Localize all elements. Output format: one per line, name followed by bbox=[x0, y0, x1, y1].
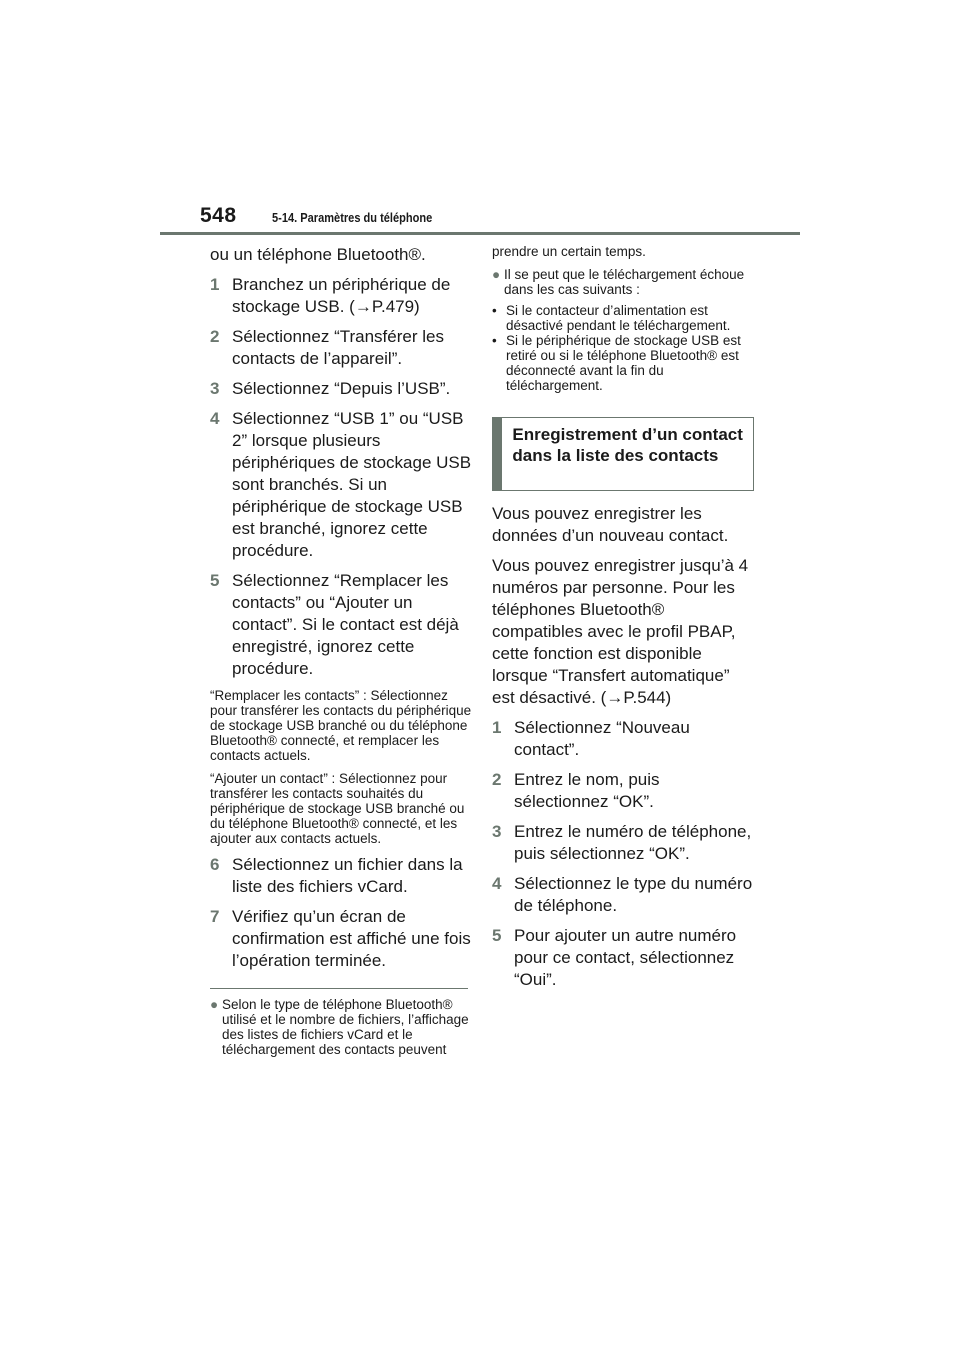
header-rule bbox=[160, 232, 800, 235]
step-item bbox=[210, 906, 472, 972]
note-divider bbox=[210, 988, 468, 989]
step-text: Sélectionnez “Depuis l’USB”. bbox=[232, 379, 451, 398]
note-add-contact: “Ajouter un contact” : Sélectionnez pour transférer les contacts souhaités du périphérique de stockage USB branché ou du téléphone Bluetooth® connecté, et les ajouter aux contacts actuels. bbox=[210, 771, 465, 846]
right-steps bbox=[492, 717, 754, 991]
left-steps bbox=[210, 274, 472, 680]
bullet-dot-icon: ● bbox=[492, 267, 501, 282]
step-number: 6 bbox=[210, 855, 220, 874]
step-text: Pour ajouter un autre numéro pour ce contact, sélectionnez “Oui”. bbox=[514, 926, 737, 989]
step-text: Sélectionnez “Remplacer les contacts” ou “Ajouter un contact”. Si le contact est déjà enregistré, ignorez cette procédure. bbox=[232, 571, 459, 678]
right-column bbox=[492, 244, 754, 999]
step-number: 2 bbox=[492, 770, 502, 789]
page-number: 548 bbox=[200, 204, 237, 227]
step-text: Sélectionnez “Nouveau contact”. bbox=[514, 718, 690, 759]
section-heading-box bbox=[492, 417, 754, 491]
step-item bbox=[492, 873, 754, 917]
list-item: • Si le périphérique de stockage USB est retiré ou si le téléphone Bluetooth® est déconnecté avant la fin du téléchargement. bbox=[492, 333, 741, 393]
bullet-note bbox=[210, 997, 472, 1057]
step-item bbox=[210, 570, 472, 680]
section-title: 5-14. Paramètres du téléphone bbox=[272, 210, 433, 225]
step-number: 1 bbox=[492, 718, 502, 737]
step-text: Vérifiez qu’un écran de confirmation est affiché une fois l’opération terminée. bbox=[232, 907, 471, 970]
step-number: 5 bbox=[492, 926, 502, 945]
step-text: Sélectionnez “USB 1” ou “USB 2” lorsque plusieurs périphériques de stockage USB sont branchés. Si un périphérique de stockage USB est branché, ignorez cette procédure. bbox=[232, 409, 472, 560]
step-item bbox=[492, 821, 754, 865]
list-item: • Si le contacteur d’alimentation est désactivé pendant le téléchargement. bbox=[492, 303, 731, 333]
step-item bbox=[492, 717, 754, 761]
left-steps-continued bbox=[210, 854, 472, 972]
bullet-note-text: Selon le type de téléphone Bluetooth® utilisé et le nombre de fichiers, l’affichage des listes de fichiers vCard et le téléchargement des contacts peuvent bbox=[222, 997, 469, 1057]
step-item bbox=[492, 925, 754, 991]
step-number: 5 bbox=[210, 571, 220, 590]
left-column bbox=[210, 244, 472, 1063]
step-text: Sélectionnez “Transférer les contacts de l’appareil”. bbox=[232, 327, 444, 368]
step-item bbox=[210, 378, 472, 400]
step-number: 1 bbox=[210, 275, 220, 294]
note-replace-contacts: “Remplacer les contacts” : Sélectionnez pour transférer les contacts du périphérique de stockage USB branché ou du téléphone Bluetooth® connecté, et remplacer les contacts actuels. bbox=[210, 688, 472, 763]
section-heading: Enregistrement d’un contact dans la liste des contacts bbox=[512, 425, 743, 465]
paragraph-numbers: Vous pouvez enregistrer jusqu’à 4 numéros par personne. Pour les téléphones Bluetooth® compatibles avec le profil PBAP, cette fonction est disponible lorsque “Transfert automatique” est désactivé. (→P.544) bbox=[492, 556, 749, 707]
step-item bbox=[210, 274, 472, 318]
step-text: Entrez le nom, puis sélectionnez “OK”. bbox=[514, 770, 660, 811]
step-number: 3 bbox=[210, 379, 220, 398]
step-number: 4 bbox=[210, 409, 220, 428]
step-number: 4 bbox=[492, 874, 502, 893]
continuation-text: prendre un certain temps. bbox=[492, 244, 646, 259]
step-text: Entrez le numéro de téléphone, puis sélectionnez “OK”. bbox=[514, 822, 752, 863]
intro-text: ou un téléphone Bluetooth®. bbox=[210, 245, 426, 264]
paragraph-new-contact: Vous pouvez enregistrer les données d’un nouveau contact. bbox=[492, 504, 729, 545]
step-item bbox=[492, 769, 754, 813]
failure-cases-list bbox=[492, 303, 754, 393]
step-text: Sélectionnez le type du numéro de téléphone. bbox=[514, 874, 753, 915]
bullet-dot-icon: ● bbox=[210, 997, 219, 1012]
step-number: 2 bbox=[210, 327, 220, 346]
step-number: 7 bbox=[210, 907, 220, 926]
bullet-note-failure bbox=[492, 267, 754, 297]
step-item bbox=[210, 326, 472, 370]
step-item bbox=[210, 854, 472, 898]
heading-accent-bar bbox=[493, 418, 502, 490]
step-number: 3 bbox=[492, 822, 502, 841]
step-text: Branchez un périphérique de stockage USB. (→P.479) bbox=[232, 275, 451, 316]
step-text: Sélectionnez un fichier dans la liste des fichiers vCard. bbox=[232, 855, 463, 896]
step-item bbox=[210, 408, 472, 562]
bullet-note-failure-text: Il se peut que le téléchargement échoue dans les cas suivants : bbox=[504, 267, 745, 297]
